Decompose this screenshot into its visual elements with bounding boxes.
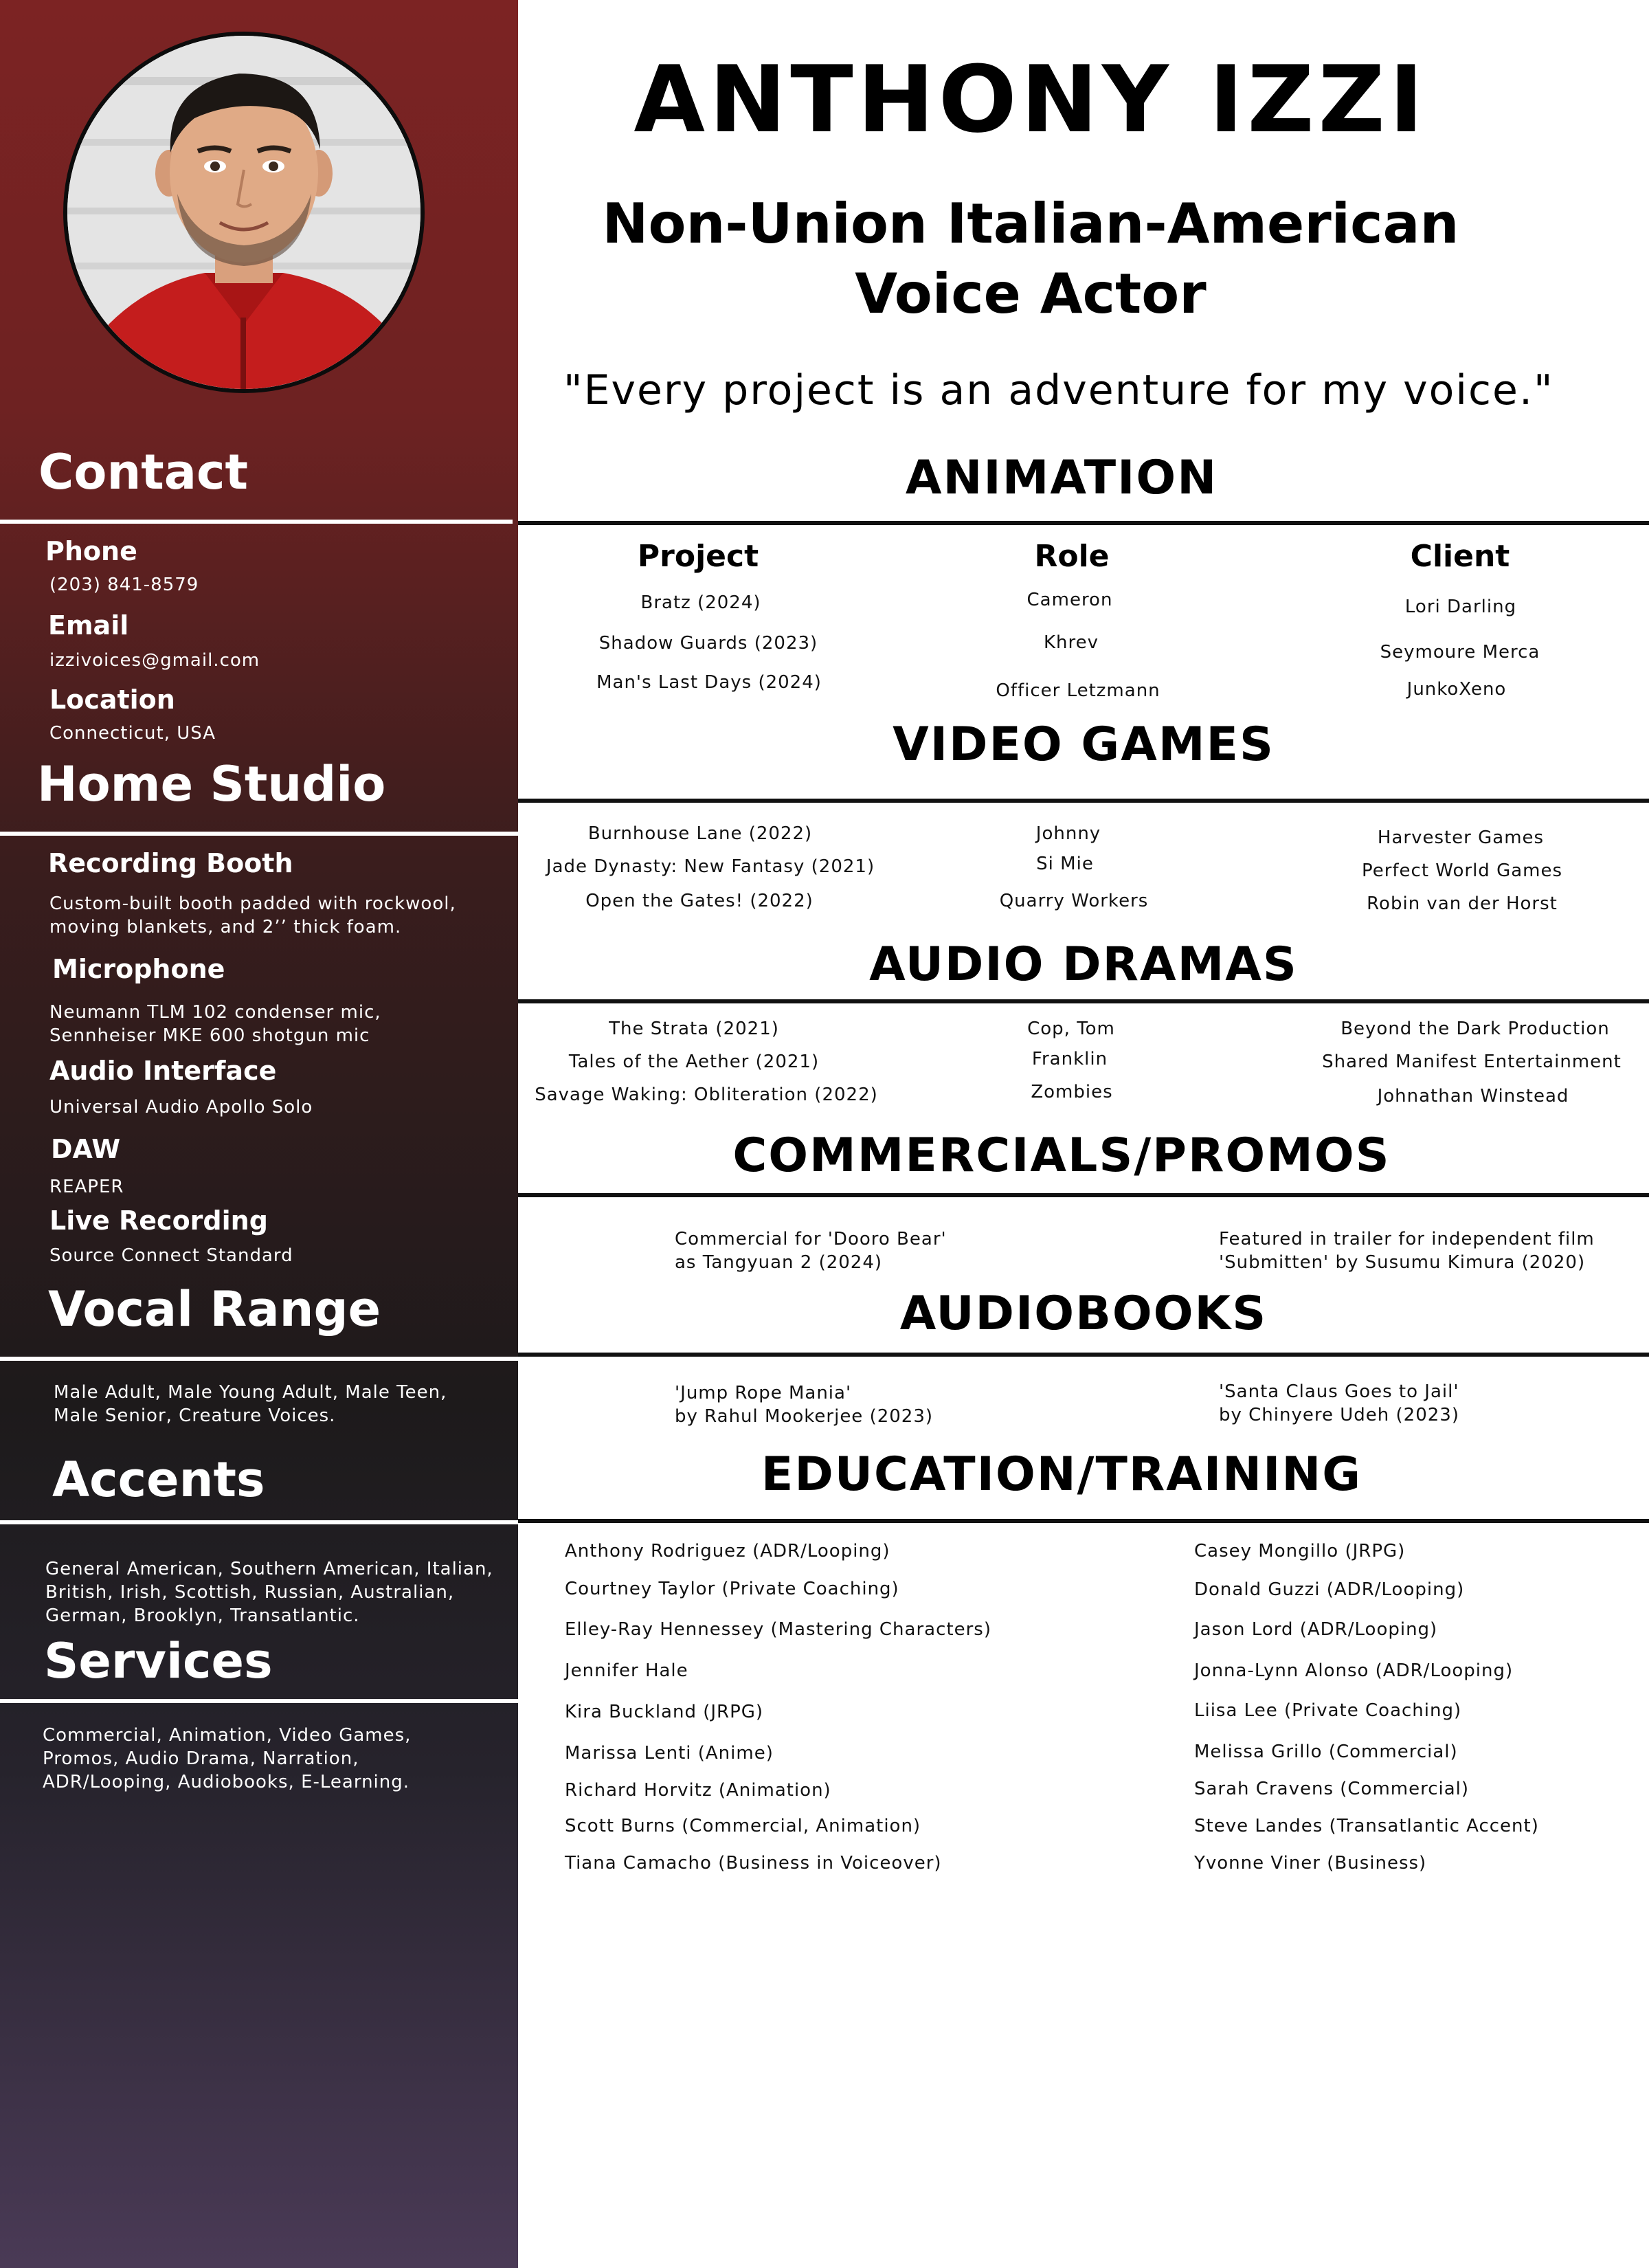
animation-project-3: Man's Last Days (2024) — [596, 672, 822, 693]
live-recording-label: Live Recording — [49, 1205, 268, 1236]
education-left-2: Courtney Taylor (Private Coaching) — [565, 1579, 899, 1599]
vocal-range-divider — [0, 1357, 518, 1361]
project-column-header: Project — [637, 539, 759, 574]
education-left-5: Kira Buckland (JRPG) — [565, 1702, 764, 1722]
location-value: Connecticut, USA — [49, 723, 216, 744]
video-games-project-3: Open the Gates! (2022) — [585, 891, 814, 911]
video-games-client-1: Harvester Games — [1377, 827, 1545, 848]
education-right-3: Jason Lord (ADR/Looping) — [1194, 1619, 1438, 1640]
education-right-5: Liisa Lee (Private Coaching) — [1194, 1700, 1462, 1721]
email-value: izzivoices@gmail.com — [49, 650, 260, 671]
vocal-range-text-2: Male Senior, Creature Voices. — [54, 1405, 336, 1426]
accents-heading: Accents — [52, 1452, 265, 1508]
live-recording-value: Source Connect Standard — [49, 1245, 293, 1266]
services-heading: Services — [44, 1633, 273, 1689]
audio-interface-value: Universal Audio Apollo Solo — [49, 1097, 313, 1118]
education-left-3: Elley-Ray Hennessey (Mastering Characters) — [565, 1619, 991, 1640]
animation-project-2: Shadow Guards (2023) — [598, 633, 818, 654]
education-left-8: Scott Burns (Commercial, Animation) — [565, 1816, 921, 1836]
commercial-2-line-1: Featured in trailer for independent film — [1219, 1229, 1595, 1249]
audio-dramas-role-3: Zombies — [1031, 1082, 1113, 1102]
video-games-role-3: Quarry Workers — [999, 891, 1149, 911]
video-games-heading: VIDEO GAMES — [893, 718, 1275, 772]
accents-text-2: British, Irish, Scottish, Russian, Australian, — [45, 1582, 455, 1603]
education-left-4: Jennifer Hale — [565, 1660, 688, 1681]
services-text-2: Promos, Audio Drama, Narration, — [43, 1748, 359, 1769]
audio-dramas-client-2: Shared Manifest Entertainment — [1322, 1052, 1622, 1072]
commercial-1-line-2: as Tangyuan 2 (2024) — [675, 1252, 883, 1273]
commercials-divider — [518, 1193, 1649, 1197]
accents-text-3: German, Brooklyn, Transatlantic. — [45, 1605, 360, 1626]
animation-client-1: Lori Darling — [1404, 597, 1517, 617]
job-title-line-2: Voice Actor — [855, 262, 1207, 326]
audiobook-2-line-1: 'Santa Claus Goes to Jail' — [1219, 1381, 1459, 1402]
video-games-divider — [518, 799, 1649, 803]
home-studio-heading: Home Studio — [37, 756, 386, 812]
animation-heading: ANIMATION — [905, 451, 1218, 505]
education-heading: EDUCATION/TRAINING — [761, 1447, 1362, 1502]
video-games-role-1: Johnny — [1035, 823, 1101, 844]
audio-dramas-project-3: Savage Waking: Obliteration (2022) — [535, 1085, 878, 1105]
audio-dramas-role-1: Cop, Tom — [1027, 1019, 1115, 1039]
animation-client-3: JunkoXeno — [1406, 679, 1507, 700]
daw-value: REAPER — [49, 1177, 124, 1197]
tagline: "Every project is an adventure for my voice." — [563, 366, 1554, 414]
microphone-text-2: Sennheiser MKE 600 shotgun mic — [49, 1025, 370, 1046]
commercial-1-line-1: Commercial for 'Dooro Bear' — [675, 1229, 947, 1249]
profile-photo — [63, 32, 425, 393]
email-label: Email — [48, 610, 129, 641]
animation-role-2: Khrev — [1043, 632, 1099, 653]
education-right-7: Sarah Cravens (Commercial) — [1194, 1779, 1470, 1799]
education-left-7: Richard Horvitz (Animation) — [565, 1780, 831, 1801]
role-column-header: Role — [1034, 539, 1110, 574]
animation-role-1: Cameron — [1027, 590, 1113, 610]
recording-booth-text-1: Custom-built booth padded with rockwool, — [49, 893, 456, 914]
education-right-8: Steve Landes (Transatlantic Accent) — [1194, 1816, 1539, 1836]
location-label: Location — [49, 685, 175, 715]
education-left-6: Marissa Lenti (Anime) — [565, 1743, 774, 1764]
audiobook-1-line-1: 'Jump Rope Mania' — [675, 1383, 852, 1403]
education-right-6: Melissa Grillo (Commercial) — [1194, 1742, 1458, 1762]
education-left-1: Anthony Rodriguez (ADR/Looping) — [565, 1541, 890, 1561]
microphone-text-1: Neumann TLM 102 condenser mic, — [49, 1002, 381, 1023]
video-games-client-3: Robin van der Horst — [1367, 893, 1558, 914]
daw-label: DAW — [51, 1134, 121, 1164]
animation-project-1: Bratz (2024) — [640, 592, 761, 613]
services-text-1: Commercial, Animation, Video Games, — [43, 1725, 412, 1746]
recording-booth-label: Recording Booth — [48, 848, 293, 878]
audiobooks-divider — [518, 1353, 1649, 1357]
video-games-client-2: Perfect World Games — [1361, 860, 1563, 881]
animation-divider — [518, 521, 1649, 525]
audio-dramas-project-1: The Strata (2021) — [609, 1019, 779, 1039]
audio-dramas-divider — [518, 999, 1649, 1003]
video-games-project-2: Jade Dynasty: New Fantasy (2021) — [546, 856, 875, 877]
name-title: ANTHONY IZZI — [633, 46, 1428, 153]
contact-divider — [0, 520, 513, 524]
contact-heading: Contact — [38, 444, 248, 500]
education-right-9: Yvonne Viner (Business) — [1194, 1853, 1427, 1874]
animation-client-2: Seymoure Merca — [1380, 642, 1540, 663]
audio-interface-label: Audio Interface — [49, 1056, 277, 1086]
client-column-header: Client — [1410, 539, 1510, 574]
audiobook-2-line-2: by Chinyere Udeh (2023) — [1219, 1405, 1459, 1425]
microphone-label: Microphone — [52, 954, 225, 984]
phone-value: (203) 841-8579 — [49, 575, 199, 595]
audio-dramas-project-2: Tales of the Aether (2021) — [568, 1052, 820, 1072]
audiobook-1-line-2: by Rahul Mookerjee (2023) — [675, 1406, 934, 1427]
audio-dramas-client-1: Beyond the Dark Production — [1340, 1019, 1610, 1039]
audiobooks-heading: AUDIOBOOKS — [899, 1287, 1268, 1341]
services-divider — [0, 1699, 518, 1703]
commercials-heading: COMMERCIALS/PROMOS — [732, 1129, 1391, 1183]
vocal-range-heading: Vocal Range — [48, 1281, 381, 1337]
sidebar — [0, 0, 518, 2268]
commercial-2-line-2: 'Submitten' by Susumu Kimura (2020) — [1219, 1252, 1586, 1273]
education-right-2: Donald Guzzi (ADR/Looping) — [1194, 1579, 1465, 1600]
services-text-3: ADR/Looping, Audiobooks, E-Learning. — [43, 1772, 410, 1792]
studio-divider — [0, 832, 518, 836]
animation-role-3: Officer Letzmann — [996, 680, 1160, 701]
job-title-line-1: Non-Union Italian-American — [602, 192, 1459, 256]
recording-booth-text-2: moving blankets, and 2’’ thick foam. — [49, 917, 402, 937]
audio-dramas-client-3: Johnathan Winstead — [1377, 1086, 1569, 1107]
education-left-9: Tiana Camacho (Business in Voiceover) — [565, 1853, 942, 1874]
audio-dramas-role-2: Franklin — [1031, 1049, 1108, 1069]
video-games-role-2: Si Mie — [1036, 854, 1094, 874]
education-right-1: Casey Mongillo (JRPG) — [1194, 1541, 1406, 1561]
education-divider — [518, 1519, 1649, 1523]
accents-text-1: General American, Southern American, Italian, — [45, 1559, 493, 1579]
portrait-illustration — [67, 36, 420, 389]
video-games-project-1: Burnhouse Lane (2022) — [587, 823, 813, 844]
accents-divider — [0, 1520, 518, 1524]
education-right-4: Jonna-Lynn Alonso (ADR/Looping) — [1194, 1660, 1514, 1681]
audio-dramas-heading: AUDIO DRAMAS — [869, 937, 1298, 992]
phone-label: Phone — [45, 536, 137, 566]
vocal-range-text-1: Male Adult, Male Young Adult, Male Teen, — [54, 1382, 447, 1403]
